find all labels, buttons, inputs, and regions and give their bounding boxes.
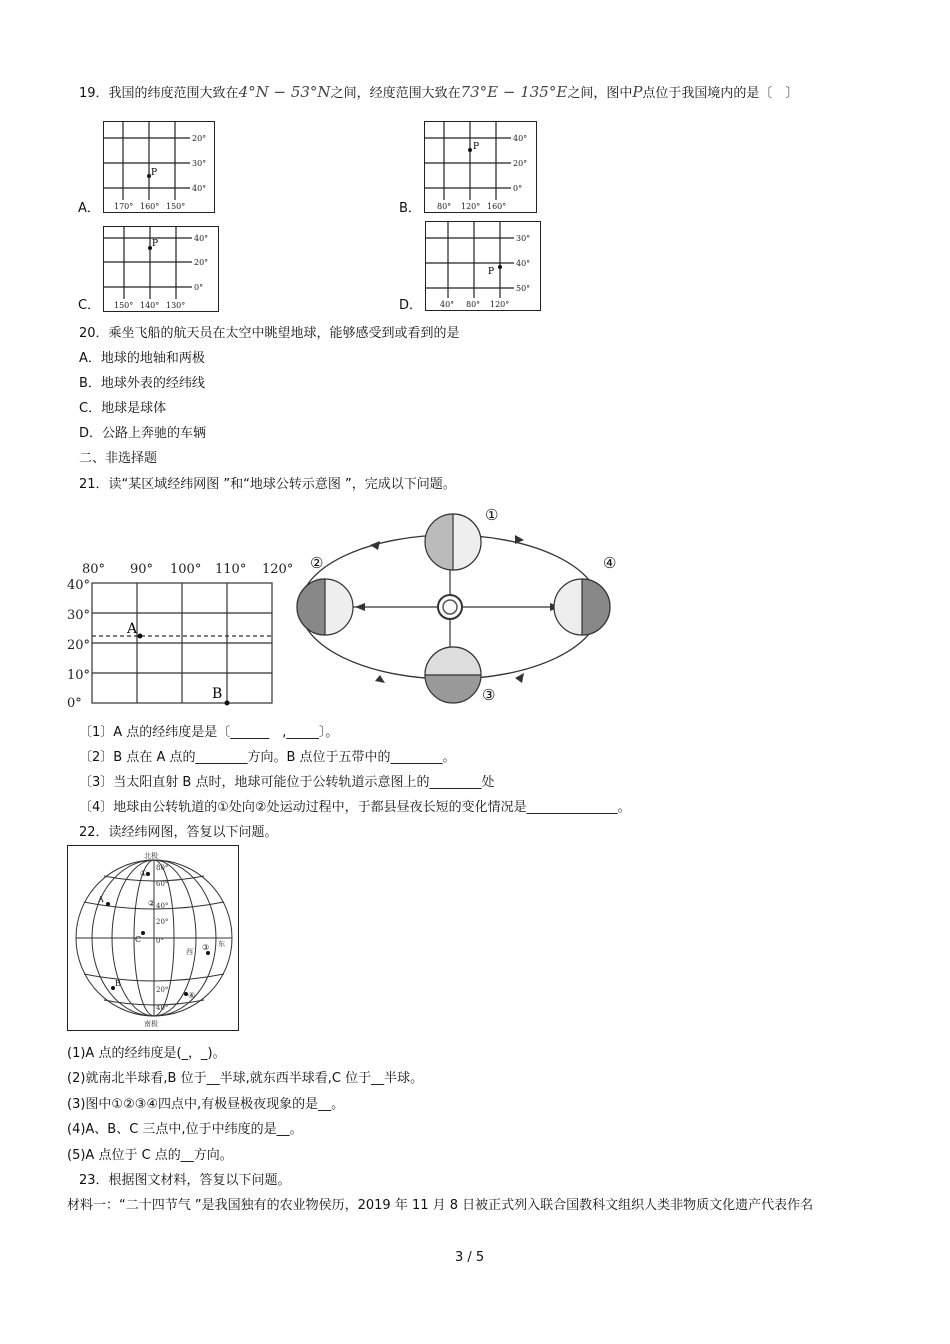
- lon-tick: 160°: [487, 202, 507, 211]
- q21-stem: 21．读“某区域经纬网图 ”和“地球公转示意图 ”，完成以下问题。: [79, 477, 456, 492]
- q21-sub-3: 〔3〕当太阳直射 B 点时，地球可能位于公转轨道示意图上的________处: [79, 775, 495, 790]
- lat-tick: 20°: [513, 159, 528, 168]
- lon-tick: 150°: [114, 301, 134, 310]
- point-b-label: B: [212, 686, 223, 702]
- lat-label: 20°: [67, 638, 91, 653]
- north-pole-label: 北极: [144, 852, 158, 860]
- q22-sub-1: (1)A 点的经纬度是(_，_)。: [67, 1046, 226, 1061]
- q22-sub-2: (2)就南北半球看,B 位于__半球,就东西半球看,C 位于__半球。: [67, 1071, 424, 1086]
- lat-tick: 50°: [516, 284, 531, 293]
- point-a-label: A: [127, 621, 138, 637]
- lat-label: 20°: [156, 986, 169, 994]
- lat-label: 40°: [156, 902, 169, 910]
- lon-label: 80°: [82, 562, 106, 577]
- math-lon-range: 73°E − 135°E: [460, 83, 568, 101]
- point-p-label: P: [152, 239, 159, 249]
- q21-sub-4: 〔4〕地球由公转轨道的①处向②处运动过程中，于都县昼夜长短的变化情况是______________。: [79, 800, 631, 815]
- math-point-p: P: [632, 83, 643, 101]
- lat-tick: 30°: [192, 159, 207, 168]
- q19-option-c-map: [103, 226, 219, 312]
- q21-sub-1: 〔1〕A 点的经纬度是是〔______ ,_____〕。: [79, 725, 339, 740]
- q21-sub-2: 〔2〕B 点在 A 点的________方向。B 点位于五带中的________。: [79, 750, 456, 765]
- q19-option-b-label: B．: [399, 201, 421, 216]
- globe-point-3: ③: [202, 943, 210, 952]
- orbit-position-4: ④: [603, 554, 617, 572]
- lon-tick: 120°: [461, 202, 481, 211]
- q20-option-d: D．公路上奔驰的车辆: [79, 426, 207, 441]
- lon-tick: 130°: [166, 301, 186, 310]
- lat-tick: 0°: [194, 283, 204, 292]
- q19-option-d-label: D．: [399, 298, 423, 313]
- q19-option-a-label: A．: [78, 201, 100, 216]
- globe-point-c: C: [135, 935, 142, 944]
- lat-label: 40°: [156, 1004, 169, 1012]
- q19-stem: 19．我国的纬度范围大致在4°N − 53°N之间，经度范围大致在73°E − 135°E之间，图中P点位于我国境内的是〔 〕: [79, 83, 799, 101]
- q20-option-b: B．地球外表的经纬线: [79, 376, 205, 391]
- globe-point-b: B: [115, 979, 121, 988]
- q19-option-a-map: [103, 121, 215, 213]
- south-pole-label: 南极: [144, 1020, 158, 1028]
- globe-point-2: ②: [148, 899, 156, 908]
- q23-stem: 23．根据图文材料，答复以下问题。: [79, 1173, 291, 1188]
- lon-tick: 140°: [140, 301, 160, 310]
- lat-label: 20°: [156, 918, 169, 926]
- lat-tick: 20°: [194, 258, 209, 267]
- orbit-position-1: ①: [485, 506, 499, 524]
- q20-option-a: A．地球的地轴和两极: [79, 351, 205, 366]
- globe-point-1: ①: [140, 869, 148, 878]
- lat-tick: 40°: [194, 234, 209, 243]
- q20-option-c: C．地球是球体: [79, 401, 167, 416]
- q20-stem: 20．乘坐飞船的航天员在太空中眺望地球，能够感受到或看到的是: [79, 326, 460, 341]
- lat-label: 0°: [156, 937, 164, 945]
- lon-label: 100°: [170, 562, 202, 577]
- q22-sub-4: (4)A、B、C 三点中,位于中纬度的是__。: [67, 1122, 303, 1137]
- orbit-position-2: ②: [310, 554, 324, 572]
- lon-tick: 40°: [440, 300, 455, 309]
- q19-option-c-label: C．: [78, 298, 101, 313]
- q19-option-d-map: [425, 221, 541, 311]
- lon-tick: 170°: [114, 202, 134, 211]
- lat-tick: 40°: [516, 259, 531, 268]
- lon-tick: 80°: [466, 300, 481, 309]
- lon-tick: 160°: [140, 202, 160, 211]
- section-heading: 二、非选择题: [79, 451, 158, 466]
- q22-sub-5: (5)A 点位于 C 点的__方向。: [67, 1148, 233, 1163]
- q23-material: 材料一：“二十四节气 ”是我国独有的农业物侯历，2019 年 11 月 8 日被正式列入联合国教科文组织人类非物质文化遗产代表作名: [67, 1198, 814, 1213]
- lon-tick: 150°: [166, 202, 186, 211]
- lat-label: 80°: [156, 864, 169, 872]
- point-p-label: P: [151, 168, 158, 178]
- side-word: 西: [186, 948, 193, 956]
- q22-globe-figure: [67, 845, 239, 1031]
- globe-point-4: ④: [188, 991, 196, 1000]
- lat-tick: 30°: [516, 234, 531, 243]
- orbit-position-3: ③: [482, 686, 496, 704]
- lon-label: 90°: [130, 562, 154, 577]
- q21-grid-map: [62, 555, 302, 715]
- lat-label: 40°: [67, 578, 91, 593]
- lat-label: 60°: [156, 880, 169, 888]
- math-lat-range: 4°N − 53°N: [238, 83, 331, 101]
- q21-orbit-diagram: [290, 500, 630, 715]
- q22-sub-3: (3)图中①②③④四点中,有极昼极夜现象的是__。: [67, 1097, 345, 1112]
- lat-tick: 20°: [192, 134, 207, 143]
- lat-tick: 40°: [513, 134, 528, 143]
- lon-label: 120°: [262, 562, 294, 577]
- lon-label: 110°: [215, 562, 247, 577]
- side-word: 东: [218, 940, 225, 948]
- globe-point-a: A: [98, 895, 104, 904]
- lat-label: 30°: [67, 608, 91, 623]
- point-p-label: P: [488, 267, 495, 277]
- lon-tick: 120°: [490, 300, 510, 309]
- point-p-label: P: [473, 142, 480, 152]
- lat-label: 10°: [67, 668, 91, 683]
- lat-label: 0°: [67, 696, 82, 711]
- lon-tick: 80°: [437, 202, 452, 211]
- q22-stem: 22．读经纬网图，答复以下问题。: [79, 825, 278, 840]
- lat-tick: 0°: [513, 184, 523, 193]
- q19-option-b-map: [424, 121, 537, 213]
- page-number: 3 / 5: [455, 1250, 485, 1265]
- lat-tick: 40°: [192, 184, 207, 193]
